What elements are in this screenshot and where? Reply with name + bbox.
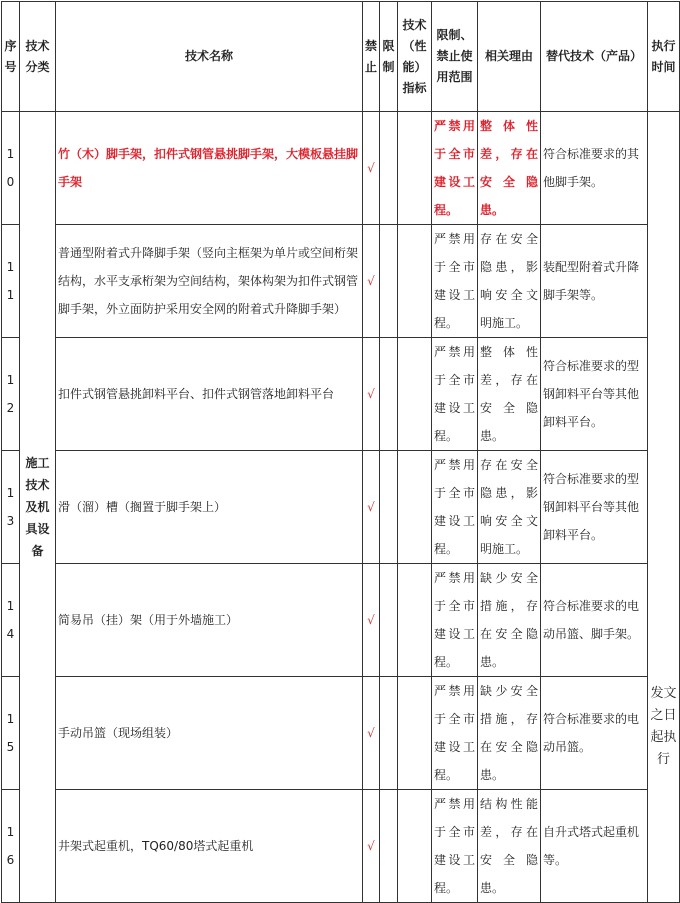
header-limit: 限制 bbox=[380, 2, 398, 112]
row-limit bbox=[380, 451, 398, 564]
header-seq: 序号 bbox=[2, 2, 20, 112]
row-alt: 符合标准要求的型钢卸料平台等其他卸料平台。 bbox=[541, 338, 648, 451]
row-indicator bbox=[398, 564, 432, 677]
row-alt: 符合标准要求的其他脚手架。 bbox=[541, 112, 648, 225]
row-reason: 结构性能差，存在安全隐患。 bbox=[478, 790, 541, 903]
row-seq: 10 bbox=[2, 112, 20, 225]
row-limit bbox=[380, 790, 398, 903]
row-limit bbox=[380, 677, 398, 790]
table-row bbox=[2, 564, 680, 677]
row-reason: 缺少安全措施，存在安全隐患。 bbox=[478, 677, 541, 790]
exec-time-cell bbox=[648, 112, 680, 903]
row-seq: 16 bbox=[2, 790, 20, 903]
table-row bbox=[2, 451, 680, 564]
exec-time-text: 发文之日起执行 bbox=[650, 686, 677, 767]
row-scope: 严禁用于全市建设工程。 bbox=[432, 338, 478, 451]
row-ban-mark: √ bbox=[363, 677, 380, 790]
row-reason: 整体性差，存在安全隐患。 bbox=[478, 338, 541, 451]
header-time: 执行时间 bbox=[648, 2, 680, 112]
row-ban-mark: √ bbox=[363, 112, 380, 225]
table-row bbox=[2, 112, 680, 225]
tech-restriction-table bbox=[1, 1, 680, 903]
table-row bbox=[2, 790, 680, 903]
row-seq: 14 bbox=[2, 564, 20, 677]
category-cell: 施工技术及机具设备 bbox=[20, 112, 56, 903]
row-scope: 严禁用于全市建设工程。 bbox=[432, 225, 478, 338]
table-row bbox=[2, 338, 680, 451]
header-reason: 相关理由 bbox=[478, 2, 541, 112]
row-indicator bbox=[398, 677, 432, 790]
row-reason: 缺少安全措施，存在安全隐患。 bbox=[478, 564, 541, 677]
row-indicator bbox=[398, 338, 432, 451]
row-ban-mark: √ bbox=[363, 790, 380, 903]
row-ban-mark: √ bbox=[363, 564, 380, 677]
row-name: 滑（溜）槽（搁置于脚手架上） bbox=[56, 451, 363, 564]
row-name: 手动吊篮（现场组装） bbox=[56, 677, 363, 790]
row-scope: 严禁用于全市建设工程。 bbox=[432, 564, 478, 677]
row-seq: 13 bbox=[2, 451, 20, 564]
row-seq: 12 bbox=[2, 338, 20, 451]
row-ban-mark: √ bbox=[363, 451, 380, 564]
row-indicator bbox=[398, 790, 432, 903]
row-ban-mark: √ bbox=[363, 338, 380, 451]
row-name: 竹（木）脚手架，扣件式钢管悬挑脚手架，大模板悬挂脚手架 bbox=[56, 112, 363, 225]
row-seq: 15 bbox=[2, 677, 20, 790]
table-body bbox=[2, 112, 680, 903]
header-category: 技术分类 bbox=[20, 2, 56, 112]
row-alt: 自升式塔式起重机等。 bbox=[541, 790, 648, 903]
table-row bbox=[2, 677, 680, 790]
row-limit bbox=[380, 338, 398, 451]
header-row bbox=[2, 2, 680, 112]
row-scope: 严禁用于全市建设工程。 bbox=[432, 112, 478, 225]
row-seq: 11 bbox=[2, 225, 20, 338]
row-alt: 符合标准要求的电动吊篮。 bbox=[541, 677, 648, 790]
row-name: 井架式起重机，TQ60/80塔式起重机 bbox=[56, 790, 363, 903]
row-alt: 符合标准要求的型钢卸料平台等其他卸料平台。 bbox=[541, 451, 648, 564]
row-indicator bbox=[398, 225, 432, 338]
row-limit bbox=[380, 112, 398, 225]
row-scope: 严禁用于全市建设工程。 bbox=[432, 790, 478, 903]
row-name: 扣件式钢管悬挑卸料平台、扣件式钢管落地卸料平台 bbox=[56, 338, 363, 451]
row-ban-mark: √ bbox=[363, 225, 380, 338]
row-scope: 严禁用于全市建设工程。 bbox=[432, 451, 478, 564]
table-row bbox=[2, 225, 680, 338]
header-name: 技术名称 bbox=[56, 2, 363, 112]
row-indicator bbox=[398, 112, 432, 225]
header-ban: 禁止 bbox=[363, 2, 380, 112]
row-limit bbox=[380, 564, 398, 677]
row-reason: 存在安全隐患，影响安全文明施工。 bbox=[478, 451, 541, 564]
row-name: 普通型附着式升降脚手架（竖向主框架为单片或空间桁架结构，水平支承桁架为空间结构，架体构架为扣件式钢管脚手架，外立面防护采用安全网的附着式升降脚手架） bbox=[56, 225, 363, 338]
row-scope: 严禁用于全市建设工程。 bbox=[432, 677, 478, 790]
row-limit bbox=[380, 225, 398, 338]
row-alt: 装配型附着式升降脚手架等。 bbox=[541, 225, 648, 338]
header-indicator: 技术（性能）指标 bbox=[398, 2, 432, 112]
header-alt: 替代技术（产品） bbox=[541, 2, 648, 112]
row-reason: 整体性差，存在安全隐患。 bbox=[478, 112, 541, 225]
row-alt: 符合标准要求的电动吊篮、脚手架。 bbox=[541, 564, 648, 677]
row-name: 简易吊（挂）架（用于外墙施工） bbox=[56, 564, 363, 677]
row-reason: 存在安全隐患，影响安全文明施工。 bbox=[478, 225, 541, 338]
row-indicator bbox=[398, 451, 432, 564]
header-scope: 限制、禁止使用范围 bbox=[432, 2, 478, 112]
